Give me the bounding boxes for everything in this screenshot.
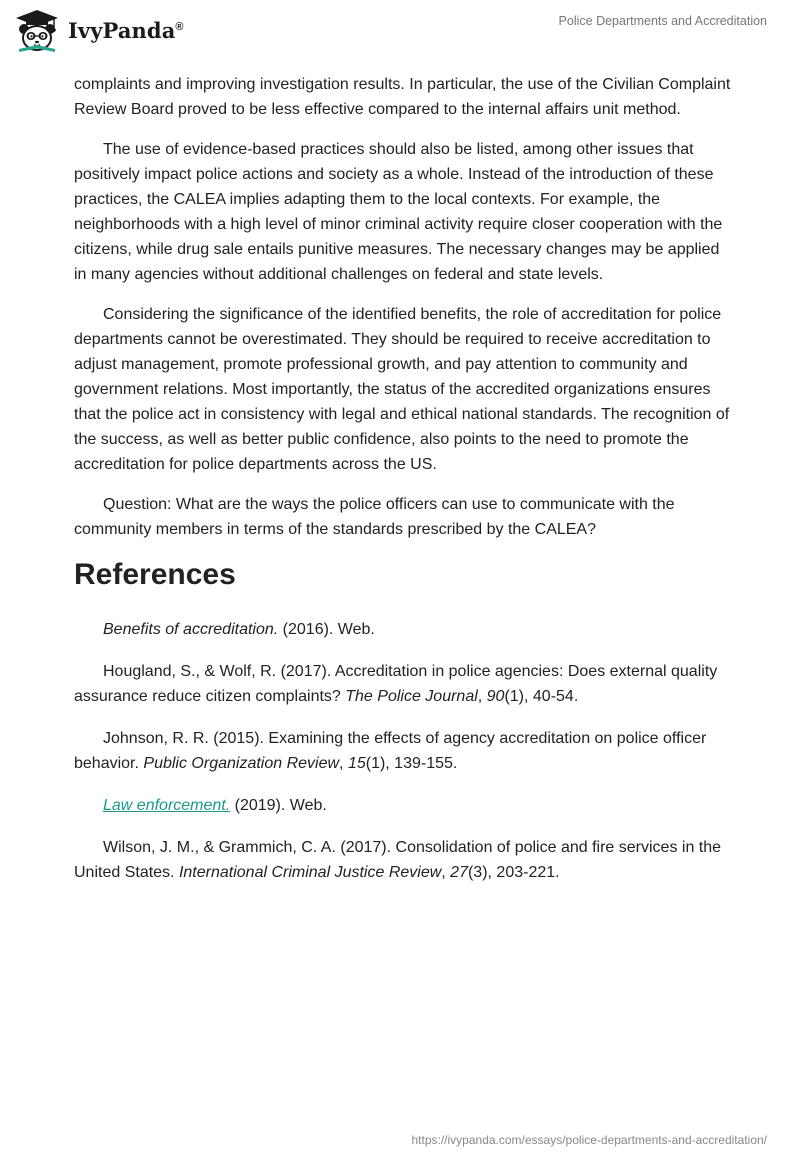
reference-item: Law enforcement. (2019). Web. xyxy=(103,797,327,814)
references-heading: References xyxy=(74,558,236,591)
document-title: Police Departments and Accreditation xyxy=(558,14,767,28)
essay-content xyxy=(74,72,734,902)
reference-item: Benefits of accreditation. (2016). Web. xyxy=(103,621,375,638)
reference-item: Johnson, R. R. (2015). Examining the effects of agency accreditation on police officer behavior. Public Organization Review, 15(1), 139-155. xyxy=(74,730,707,772)
brand-logo[interactable] xyxy=(14,6,184,54)
paragraph: Question: What are the ways the police officers can use to communicate with the community members in terms of the standards prescribed by the CALEA? xyxy=(74,496,675,538)
reference-link-law-enforcement[interactable]: Law enforcement. xyxy=(103,797,231,814)
brand-name: IvyPanda® xyxy=(68,17,184,43)
reference-item: Hougland, S., & Wolf, R. (2017). Accreditation in police agencies: Does external quality assurance reduce citizen complaints? The Police Journal, 90(1), 40-54. xyxy=(74,663,718,705)
paragraph: The use of evidence-based practices should also be listed, among other issues that positively impact police actions and society as a whole. Instead of the introduction of these practices, the CALEA implies adapting them to the local contexts. For example, the neighborhoods with a high level of minor criminal activity require closer cooperation with the citizens, while drug sale entails punitive measures. The necessary changes may be applied in many agencies without additional challenges on federal and state levels. xyxy=(74,141,723,283)
paragraph: Considering the significance of the identified benefits, the role of accreditation for police departments cannot be overestimated. They should be required to receive accreditation to adjust management, promote professional growth, and pay attention to community and government relations. Most importantly, the status of the accredited organizations ensures that the police act in consistency with legal and ethical national standards. The recognition of the success, as well as better public confidence, also points to the need to promote the accreditation for police departments across the US. xyxy=(74,306,730,473)
panda-graduate-icon xyxy=(14,7,60,53)
reference-item: Wilson, J. M., & Grammich, C. A. (2017). Consolidation of police and fire services in the United States. International Criminal Justice Review, 27(3), 203-221. xyxy=(74,839,722,881)
page-header xyxy=(0,0,800,60)
source-url: https://ivypanda.com/essays/police-departments-and-accreditation/ xyxy=(411,1133,767,1147)
paragraph: complaints and improving investigation results. In particular, the use of the Civilian Complaint Review Board proved to be less effective compared to the internal affairs unit method. xyxy=(74,76,731,118)
